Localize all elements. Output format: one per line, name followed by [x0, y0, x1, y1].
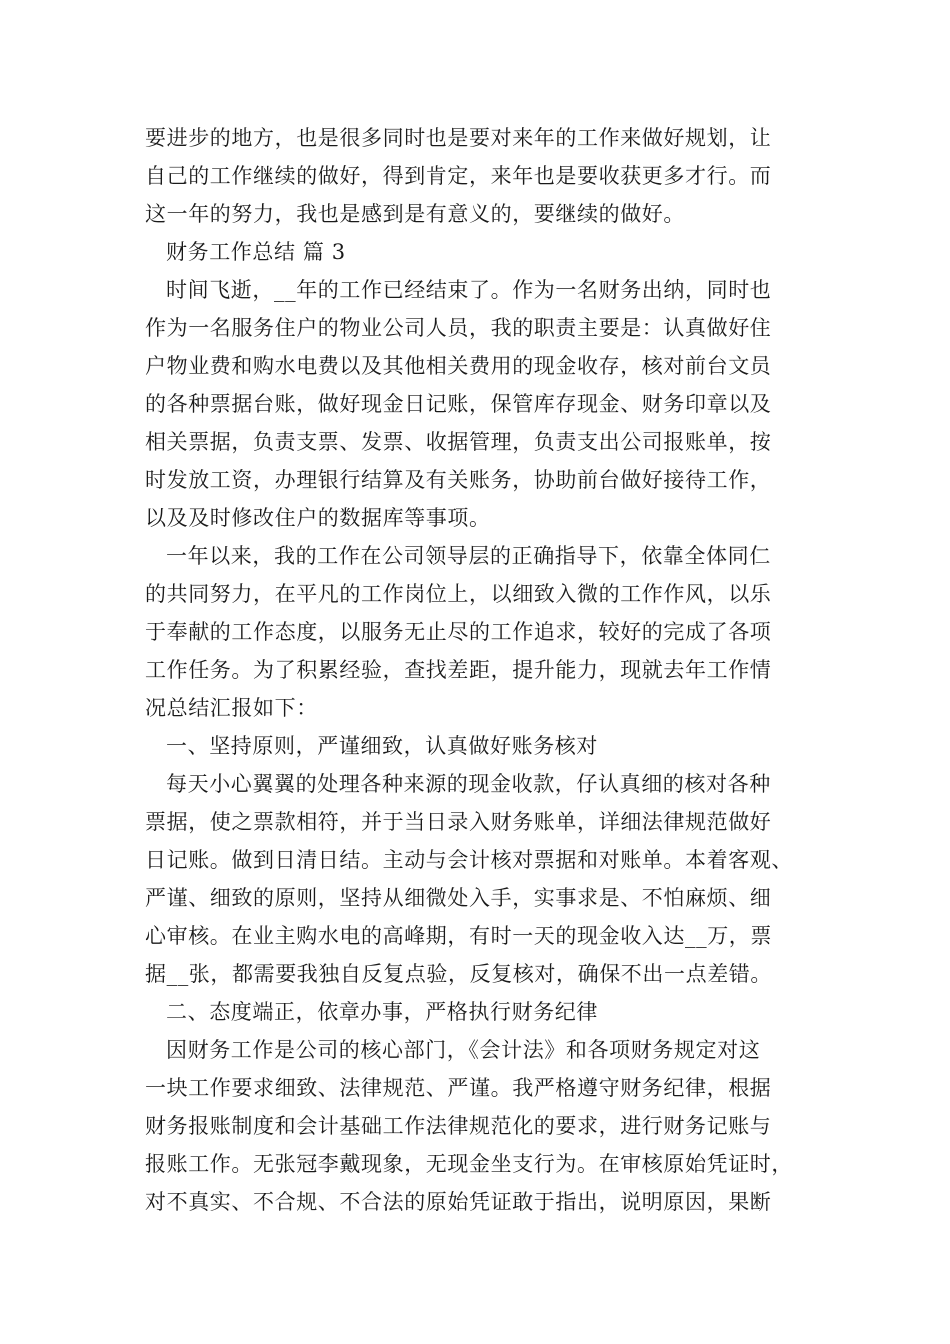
text-line: 户物业费和购水电费以及其他相关费用的现金收存，核对前台文员: [145, 354, 772, 378]
paragraph-start: 一年以来，我的工作在公司领导层的正确指导下，依靠全体同仁: [166, 544, 771, 568]
text-line: 对不真实、不合规、不合法的原始凭证敢于指出，说明原因，果断: [145, 1190, 772, 1214]
paragraph-start: 因财务工作是公司的核心部门，《会计法》和各项财务规定对这: [166, 1038, 761, 1062]
text-line: 相关票据，负责支票、发票、收据管理，负责支出公司报账单，按: [145, 430, 772, 454]
text-line: 报账工作。无张冠李戴现象，无现金坐支行为。在审核原始凭证时，: [145, 1152, 793, 1176]
section-title: 财务工作总结 篇 3: [166, 240, 346, 264]
paragraph-start: 每天小心翼翼的处理各种来源的现金收款，仔认真细的核对各种: [166, 772, 771, 796]
text-line: 这一年的努力，我也是感到是有意义的，要继续的做好。: [145, 202, 685, 226]
text-line: 财务报账制度和会计基础工作法律规范化的要求，进行财务记账与: [145, 1114, 772, 1138]
document-body: [145, 119, 815, 1221]
text-line: 票据，使之票款相符，并于当日录入财务账单，详细法律规范做好: [145, 810, 772, 834]
text-line: 要进步的地方，也是很多同时也是要对来年的工作来做好规划，让: [145, 126, 772, 150]
text-line: 日记账。做到日清日结。主动与会计核对票据和对账单。本着客观、: [145, 848, 793, 872]
text-line: 据__张，都需要我独自反复点验，反复核对，确保不出一点差错。: [145, 962, 772, 986]
text-line: 严谨、细致的原则，坚持从细微处入手，实事求是、不怕麻烦、细: [145, 886, 772, 910]
text-line: 时发放工资，办理银行结算及有关账务，协助前台做好接待工作，: [145, 468, 772, 492]
text-line: 的各种票据台账，做好现金日记账，保管库存现金、财务印章以及: [145, 392, 772, 416]
paragraph-start: 时间飞逝，__年的工作已经结束了。作为一名财务出纳，同时也: [166, 278, 772, 302]
text-line: 以及及时修改住户的数据库等事项。: [145, 506, 491, 530]
text-line: 自己的工作继续的做好，得到肯定，来年也是要收获更多才行。而: [145, 164, 772, 188]
text-line: 于奉献的工作态度，以服务无止尽的工作追求，较好的完成了各项: [145, 620, 772, 644]
subheading: 二、态度端正，依章办事，严格执行财务纪律: [166, 1000, 598, 1024]
text-line: 一块工作要求细致、法律规范、严谨。我严格遵守财务纪律，根据: [145, 1076, 772, 1100]
text-line: 的共同努力，在平凡的工作岗位上，以细致入微的工作作风，以乐: [145, 582, 772, 606]
subheading: 一、坚持原则，严谨细致，认真做好账务核对: [166, 734, 598, 758]
text-line: 作为一名服务住户的物业公司人员，我的职责主要是：认真做好住: [145, 316, 772, 340]
text-line: 工作任务。为了积累经验，查找差距，提升能力，现就去年工作情: [145, 658, 772, 682]
text-line: 况总结汇报如下：: [145, 696, 318, 720]
text-line: 心审核。在业主购水电的高峰期，有时一天的现金收入达__万，票: [145, 924, 772, 948]
